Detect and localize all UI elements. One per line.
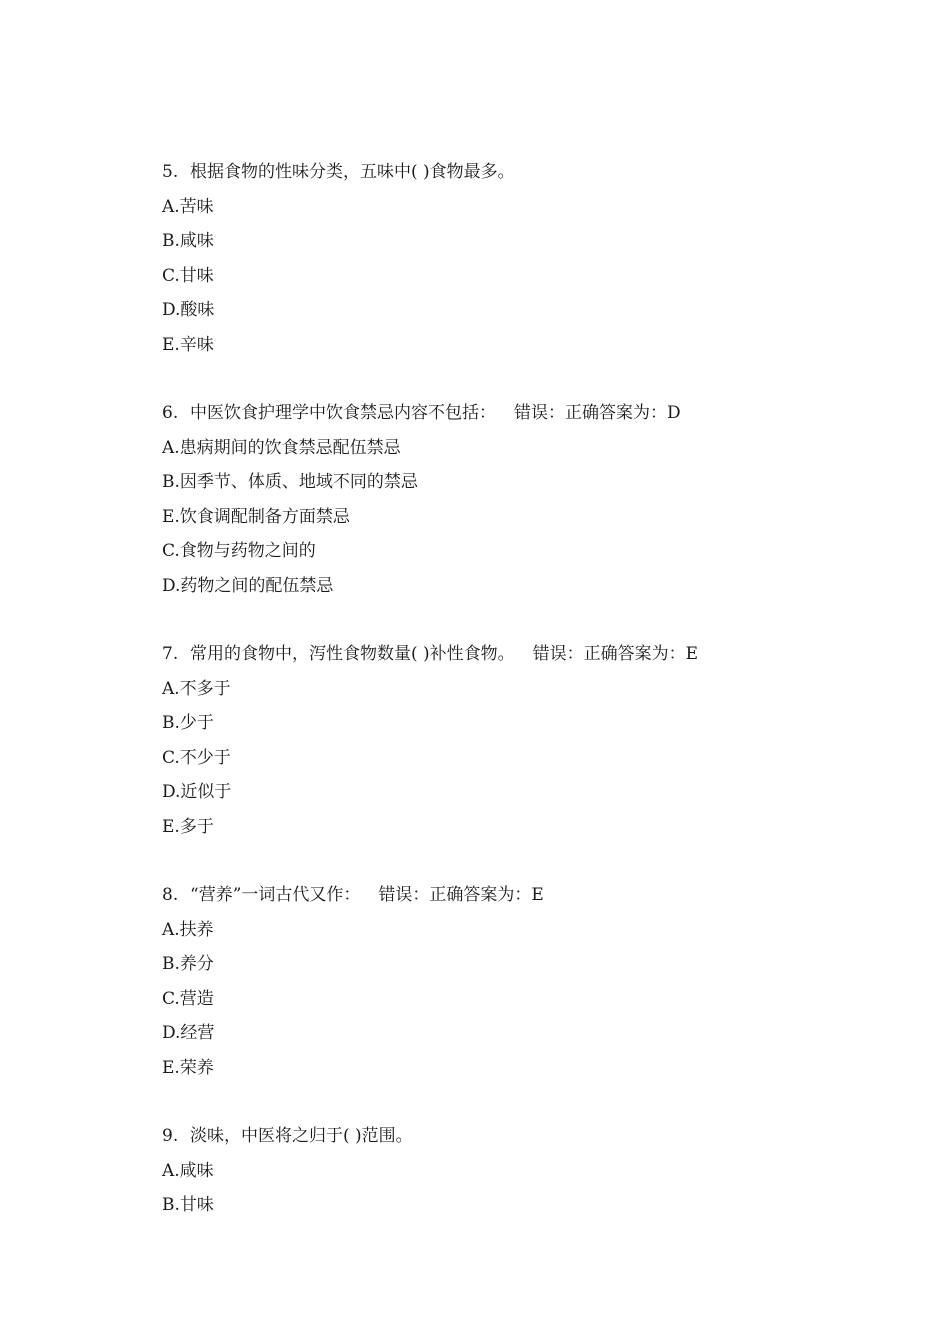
option-a: A.苦味 — [162, 196, 214, 217]
option-b: B.甘味 — [162, 1195, 214, 1215]
question-9 — [162, 1119, 902, 1223]
question-text: “营养”一词古代又作： — [190, 885, 361, 905]
question-number: 7. — [162, 644, 179, 664]
question-6 — [162, 396, 902, 603]
option-c: C.不少于 — [162, 747, 231, 768]
option-e: E.辛味 — [162, 334, 214, 355]
option-e: E.多于 — [162, 816, 214, 837]
document-page — [162, 155, 902, 1257]
question-number: 9. — [162, 1126, 179, 1146]
option-b: B.咸味 — [162, 231, 214, 251]
question-line — [162, 155, 902, 190]
option-a: A.咸味 — [162, 1160, 214, 1181]
option-d: D.经营 — [162, 1023, 215, 1043]
option-a: A.不多于 — [162, 678, 231, 699]
question-line — [162, 396, 902, 431]
answer-feedback: 错误：正确答案为：D — [514, 403, 681, 423]
answer-feedback: 错误：正确答案为：E — [378, 885, 544, 905]
question-8 — [162, 878, 902, 1085]
question-text: 根据食物的性味分类，五味中( )食物最多。 — [190, 162, 515, 182]
question-7 — [162, 637, 902, 844]
option-d: D.药物之间的配伍禁忌 — [162, 575, 334, 596]
option-c: C.食物与药物之间的 — [162, 541, 316, 561]
question-text: 中医饮食护理学中饮食禁忌内容不包括： — [190, 403, 496, 423]
option-b: B.因季节、体质、地域不同的禁忌 — [162, 472, 418, 492]
option-a: A.扶养 — [162, 919, 214, 940]
question-number: 5. — [162, 162, 179, 182]
question-text: 淡味，中医将之归于( )范围。 — [190, 1126, 413, 1146]
question-line — [162, 878, 902, 913]
option-e: E.荣养 — [162, 1057, 214, 1078]
answer-feedback: 错误：正确答案为：E — [532, 644, 699, 664]
question-number: 8. — [162, 885, 179, 905]
option-d: D.近似于 — [162, 782, 232, 802]
option-b: B.少于 — [162, 713, 214, 733]
question-number: 6. — [162, 403, 179, 423]
option-a: A.患病期间的饮食禁忌配伍禁忌 — [162, 437, 401, 458]
option-c: C.甘味 — [162, 265, 214, 286]
question-text: 常用的食物中，泻性食物数量( )补性食物。 — [190, 644, 515, 664]
question-line — [162, 637, 902, 672]
option-b: B.养分 — [162, 954, 214, 974]
option-c: C.营造 — [162, 988, 214, 1009]
option-d: D.酸味 — [162, 300, 215, 320]
option-e: E.饮食调配制备方面禁忌 — [162, 506, 350, 527]
question-5 — [162, 155, 902, 362]
question-line — [162, 1119, 902, 1154]
